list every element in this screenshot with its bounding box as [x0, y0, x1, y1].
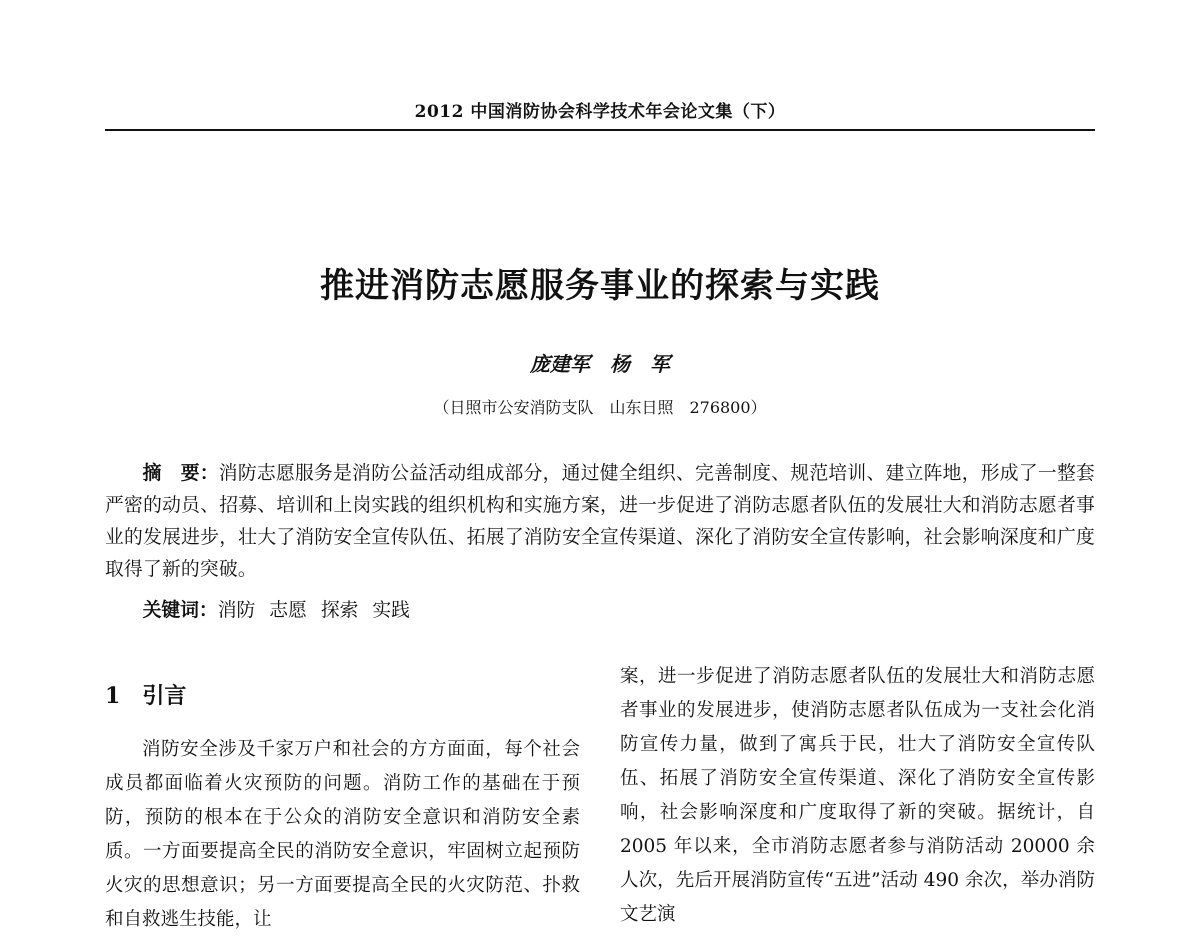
abstract: [105, 457, 1095, 586]
keyword: 实践: [372, 600, 410, 621]
abstract-text: 消防志愿服务是消防公益活动组成部分，通过健全组织、完善制度、规范培训、建立阵地，形成了一整套严密的动员、招募、培训和上岗实践的组织机构和实施方案，进一步促进了消防志愿者队伍的发展壮大和消防志愿者事业的发展进步，壮大了消防安全宣传队伍、拓展了消防安全宣传渠道、深化了消防安全宣传影响，社会影响深度和广度取得了新的突破。: [105, 463, 1095, 580]
paper-title: 推进消防志愿服务事业的探索与实践: [320, 266, 880, 306]
abstract-label: 摘 要：: [142, 462, 219, 484]
paper-authors: 庞建军 杨 军: [530, 352, 670, 376]
keyword: 探索: [320, 600, 359, 621]
keyword: 消防: [217, 600, 256, 621]
header-rule: [105, 129, 1095, 131]
left-column-text: 消防安全涉及千家万户和社会的方方面面，每个社会成员都面临着火灾预防的问题。消防工作的基础在于预防，预防的根本在于公众的消防安全意识和消防安全素质。一方面要提高全民的消防安全意识，牢固树立起预防火灾的思想意识；另一方面要提高全民的火灾防范、扑救和自救逃生技能，让: [105, 739, 580, 930]
keyword: 志愿: [269, 600, 307, 621]
section-number: 1: [105, 683, 121, 709]
paper-affiliation: （日照市公安消防支队 山东日照 276800）: [433, 398, 767, 417]
right-column-text: 案，进一步促进了消防志愿者队伍的发展壮大和消防志愿者事业的发展进步，使消防志愿者队伍成为一支社会化消防宣传力量，做到了寓兵于民，壮大了消防安全宣传队伍、拓展了消防安全宣传渠道、深化了消防安全宣传影响，社会影响深度和广度取得了新的突破。据统计，自 2005 年以来，全市消防志愿者参与消防活动 20000 余人次，先后开展消防宣传“五进”活动 490 余次，举办消防文艺演: [620, 666, 1095, 925]
section-title: 引言: [142, 683, 187, 709]
section-heading: [105, 679, 186, 710]
keywords-label: 关键词：: [142, 599, 218, 621]
keywords: [105, 594, 1095, 627]
running-header: 2012 中国消防协会科学技术年会论文集（下）: [414, 102, 786, 122]
